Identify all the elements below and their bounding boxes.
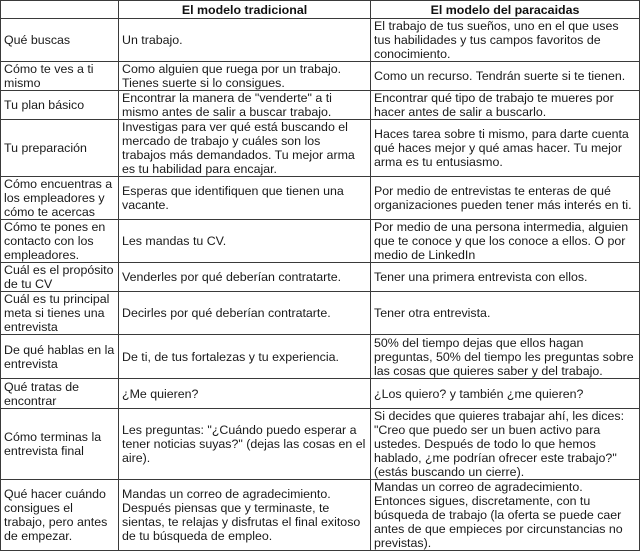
table-row [1,62,640,91]
table-row [1,292,640,335]
table-row [1,409,640,480]
parachute-cell: Mandas un correo de agradecimiento. Entonces sigues, discretamente, con tu búsqueda de trabajo (la oferta se puede caer antes de que empieces por circunstancias no previstas). [371,480,640,551]
traditional-cell: Encontrar la manera de "venderte" a ti mismo antes de salir a buscar trabajo. [119,91,371,120]
traditional-cell: Decirles por qué deberían contratarte. [119,292,371,335]
row-question: Cómo te pones en contacto con los empleadores. [1,220,119,263]
traditional-cell: Esperas que identifiquen que tienen una vacante. [119,177,371,220]
table-row [1,220,640,263]
traditional-cell: Les mandas tu CV. [119,220,371,263]
traditional-cell: Investigas para ver qué está buscando el mercado de trabajo y cuáles son los trabajos más demandados. Tu mejor arma es tu habilidad para encajar. [119,120,371,177]
traditional-cell: Un trabajo. [119,19,371,62]
header-parachute-model: El modelo del paracaidas [371,1,640,19]
parachute-cell: Tener una primera entrevista con ellos. [371,263,640,292]
table-row [1,480,640,551]
row-question: Cuál es el propósito de tu CV [1,263,119,292]
parachute-cell: ¿Los quiero? y también ¿me quieren? [371,379,640,409]
table-row [1,120,640,177]
parachute-cell: Encontrar qué tipo de trabajo te mueres por hacer antes de salir a buscarlo. [371,91,640,120]
parachute-cell: 50% del tiempo dejas que ellos hagan preguntas, 50% del tiempo les preguntas sobre las cosas que quieres saber y del trabajo. [371,335,640,379]
traditional-cell: Venderles por qué deberían contratarte. [119,263,371,292]
table-row [1,379,640,409]
traditional-cell: ¿Me quieren? [119,379,371,409]
row-question: De qué hablas en la entrevista [1,335,119,379]
parachute-cell: Como un recurso. Tendrán suerte si te tienen. [371,62,640,91]
parachute-cell: Por medio de entrevistas te enteras de qué organizaciones pueden tener más interés en ti. [371,177,640,220]
parachute-cell: Por medio de una persona intermedia, alguien que te conoce y que los conoce a ellos. O por medio de LinkedIn [371,220,640,263]
row-question: Cuál es tu principal meta si tienes una entrevista [1,292,119,335]
header-row [1,1,640,19]
parachute-cell: Haces tarea sobre ti mismo, para darte cuenta qué haces mejor y qué amas hacer. Tu mejor arma es tu entusiasmo. [371,120,640,177]
table-row [1,263,640,292]
parachute-cell: El trabajo de tus sueños, uno en el que uses tus habilidades y tus campos favoritos de conocimiento. [371,19,640,62]
parachute-cell: Si decides que quieres trabajar ahí, les dices: "Creo que puedo ser un buen activo para ustedes. Después de todo lo que hemos hablado, ¿me podrían ofrecer este trabajo?" (estás buscando un cierre). [371,409,640,480]
row-question: Tu preparación [1,120,119,177]
table-row [1,91,640,120]
header-traditional-model: El modelo tradicional [119,1,371,19]
row-question: Cómo terminas la entrevista final [1,409,119,480]
header-blank [1,1,119,19]
table-row [1,177,640,220]
row-question: Qué tratas de encontrar [1,379,119,409]
table-row [1,335,640,379]
table-row [1,19,640,62]
parachute-cell: Tener otra entrevista. [371,292,640,335]
row-question: Tu plan básico [1,91,119,120]
traditional-cell: De ti, de tus fortalezas y tu experiencia. [119,335,371,379]
row-question: Qué buscas [1,19,119,62]
traditional-cell: Como alguien que ruega por un trabajo. Tienes suerte si lo consigues. [119,62,371,91]
row-question: Cómo te ves a ti mismo [1,62,119,91]
row-question: Cómo encuentras a los empleadores y cómo te acercas [1,177,119,220]
traditional-cell: Mandas un correo de agradecimiento. Después piensas que y terminaste, te sientas, te relajas y disfrutas el final exitoso de tu búsqueda de empleo. [119,480,371,551]
traditional-cell: Les preguntas: "¿Cuándo puedo esperar a tener noticias suyas?" (dejas las cosas en el aire). [119,409,371,480]
row-question: Qué hacer cuándo consigues el trabajo, pero antes de empezar. [1,480,119,551]
